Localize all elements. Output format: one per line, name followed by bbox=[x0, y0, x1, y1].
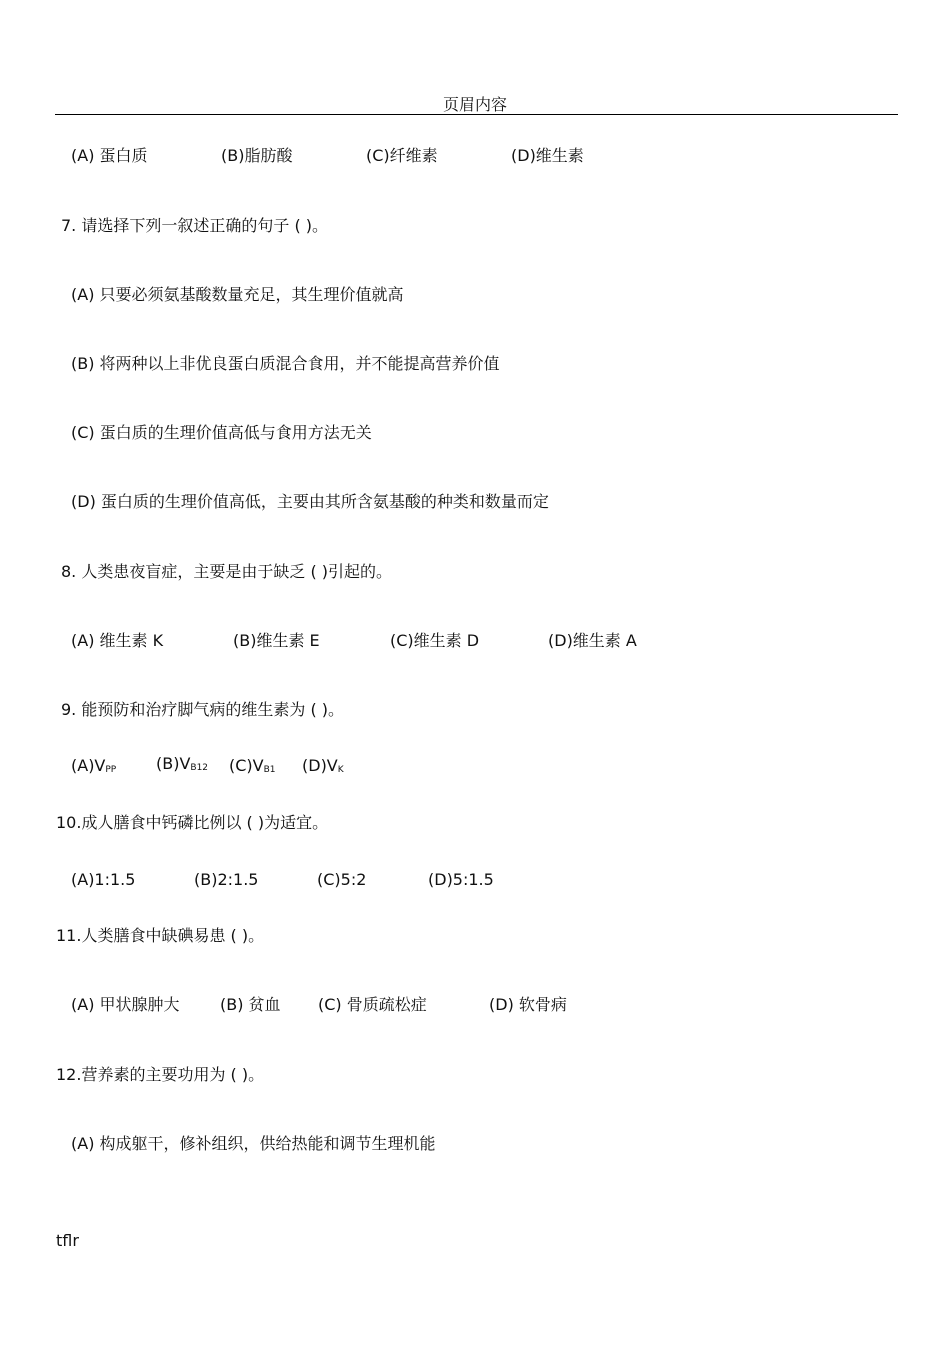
q10-option-b: (B)2:1.5 bbox=[194, 870, 259, 889]
q6-option-d: (D)维生素 bbox=[511, 146, 584, 165]
q12-option-a: (A) 构成躯干，修补组织，供给热能和调节生理机能 bbox=[71, 1134, 436, 1153]
q11-stem: 11.人类膳食中缺碘易患 ( )。 bbox=[56, 926, 265, 945]
q9-option-b: $(B)V_{B12}$ bbox=[156, 754, 209, 773]
q9-stem: 9. 能预防和治疗脚气病的维生素为 ( )。 bbox=[61, 700, 345, 719]
q11-option-a: (A) 甲状腺肿大 bbox=[71, 995, 180, 1014]
q8-option-b: (B)维生素 E bbox=[233, 631, 320, 650]
header-rule bbox=[55, 114, 898, 115]
q7-option-a: (A) 只要必须氨基酸数量充足，其生理价值就高 bbox=[71, 285, 404, 304]
q8-option-d: (D)维生素 A bbox=[548, 631, 637, 650]
q8-option-a: (A) 维生素 K bbox=[71, 631, 164, 650]
page-footer: tflr bbox=[56, 1231, 79, 1250]
q11-option-d: (D) 软骨病 bbox=[489, 995, 567, 1014]
q6-option-c: (C)纤维素 bbox=[366, 146, 438, 165]
q7-option-c: (C) 蛋白质的生理价值高低与食用方法无关 bbox=[71, 423, 372, 442]
q12-stem: 12.营养素的主要功用为 ( )。 bbox=[56, 1065, 265, 1084]
q10-option-c: (C)5:2 bbox=[317, 870, 367, 889]
q7-stem: 7. 请选择下列一叙述正确的句子 ( )。 bbox=[61, 216, 329, 235]
page-header: 页眉内容 bbox=[442, 95, 507, 114]
q10-stem: 10.成人膳食中钙磷比例以 ( )为适宜。 bbox=[56, 813, 329, 832]
q6-option-a: (A) 蛋白质 bbox=[71, 146, 148, 165]
q8-stem: 8. 人类患夜盲症，主要是由于缺乏 ( )引起的。 bbox=[61, 562, 393, 581]
q9-option-c: $(C)V_{B1}$ bbox=[229, 756, 276, 775]
q7-option-d: (D) 蛋白质的生理价值高低，主要由其所含氨基酸的种类和数量而定 bbox=[71, 492, 549, 511]
q11-option-c: (C) 骨质疏松症 bbox=[318, 995, 427, 1014]
q8-option-c: (C)维生素 D bbox=[390, 631, 480, 650]
q7-option-b: (B) 将两种以上非优良蛋白质混合食用，并不能提高营养价值 bbox=[71, 354, 500, 373]
q11-option-b: (B) 贫血 bbox=[220, 995, 281, 1014]
q10-option-a: (A)1:1.5 bbox=[71, 870, 136, 889]
q9-option-a: $(A)V_{PP}$ bbox=[71, 756, 117, 775]
q6-option-b: (B)脂肪酸 bbox=[221, 146, 293, 165]
q9-option-d: $(D)V_K$ bbox=[302, 756, 344, 775]
q10-option-d: (D)5:1.5 bbox=[428, 870, 494, 889]
